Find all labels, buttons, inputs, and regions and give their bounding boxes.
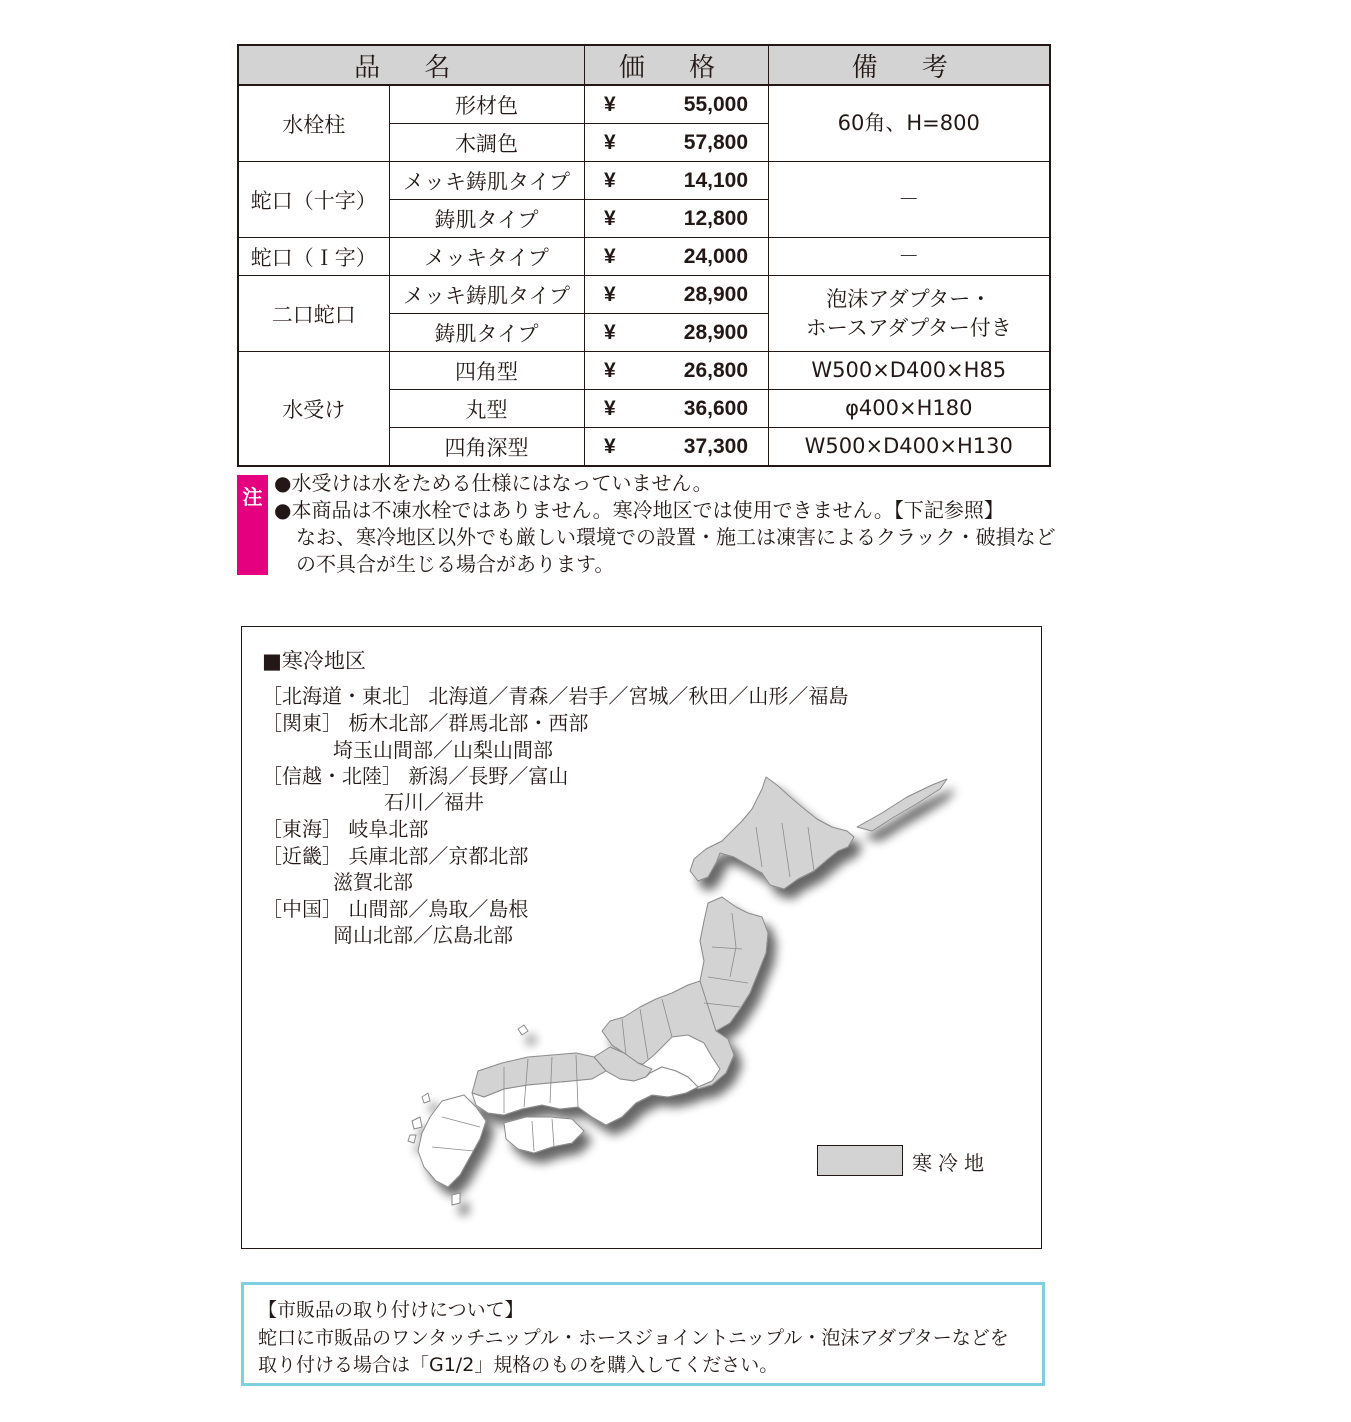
price-cell	[584, 85, 768, 124]
variant-cell: 丸型	[389, 390, 584, 428]
category-cell: 水受け	[238, 352, 389, 467]
price-cell	[584, 162, 768, 200]
variant-cell: メッキタイプ	[389, 238, 584, 276]
hokkaido-region	[690, 777, 854, 889]
price-value: 24,000	[683, 244, 749, 268]
info-line: 蛇口に市販品のワンタッチニップル・ホースジョイントニップル・泡沫アダプターなどを	[258, 1327, 1009, 1349]
price-table	[237, 44, 1051, 467]
price-value: 26,800	[683, 358, 749, 382]
notes	[274, 470, 1074, 578]
region-line: 埼玉山間部／山梨山間部	[333, 738, 553, 762]
region-line: 石川／福井	[384, 790, 484, 814]
table-header-row	[238, 45, 1050, 85]
note-line: の不具合が生じる場合があります。	[296, 552, 615, 576]
cold-region-box	[241, 626, 1042, 1249]
variant-cell: 四角型	[389, 352, 584, 390]
remark-cell: W500×D400×H130	[768, 428, 1050, 467]
variant-cell: 形材色	[389, 85, 584, 124]
category-cell: 蛇口（十字）	[238, 162, 389, 238]
remark-line: ホースアダプター付き	[805, 315, 1012, 340]
region-line: ［信越・北陸］ 新潟／長野／富山	[262, 764, 569, 788]
price-cell	[584, 200, 768, 238]
remark-cell: －	[768, 162, 1050, 238]
header-remarks: 備 考	[768, 45, 1050, 85]
price-cell	[584, 352, 768, 390]
yen-symbol: ¥	[604, 320, 616, 344]
notes-marker: 注	[237, 475, 268, 575]
variant-cell: メッキ鋳肌タイプ	[389, 162, 584, 200]
yen-symbol: ¥	[604, 434, 616, 458]
variant-cell: 木調色	[389, 124, 584, 162]
region-line: ［近畿］ 兵庫北部／京都北部	[262, 844, 529, 868]
variant-cell: メッキ鋳肌タイプ	[389, 276, 584, 314]
region-line: ［東海］ 岐阜北部	[262, 817, 429, 841]
shikoku-region	[504, 1117, 584, 1153]
info-box	[241, 1282, 1045, 1386]
table-row	[238, 162, 1050, 200]
price-cell	[584, 276, 768, 314]
remark-cell: －	[768, 238, 1050, 276]
legend-label: 寒冷地	[912, 1151, 990, 1175]
price-cell	[584, 124, 768, 162]
legend-swatch	[817, 1145, 903, 1176]
price-value: 37,300	[683, 434, 749, 458]
header-product-name: 品 名	[238, 45, 584, 85]
price-cell	[584, 428, 768, 467]
price-value: 28,900	[683, 282, 749, 306]
cold-region-title: ■寒冷地区	[262, 649, 366, 673]
info-line: 取り付ける場合は「G1/2」規格のものを購入してください。	[258, 1354, 779, 1376]
region-line: ［北海道・東北］ 北海道／青森／岩手／宮城／秋田／山形／福島	[262, 684, 849, 708]
table-row	[238, 352, 1050, 390]
region-line: 岡山北部／広島北部	[333, 923, 513, 947]
price-cell	[584, 314, 768, 352]
table-row	[238, 85, 1050, 124]
remark-line: 泡沫アダプター・	[826, 286, 992, 311]
variant-cell: 鋳肌タイプ	[389, 314, 584, 352]
price-value: 28,900	[683, 320, 749, 344]
table-row	[238, 238, 1050, 276]
price-value: 55,000	[683, 92, 749, 116]
remark-cell: 60角、H=800	[768, 85, 1050, 162]
table-row	[238, 276, 1050, 314]
note-line: ●本商品は不凍水栓ではありません。寒冷地区では使用できません。【下記参照】	[274, 498, 1004, 522]
yen-symbol: ¥	[604, 396, 616, 420]
variant-cell: 鋳肌タイプ	[389, 200, 584, 238]
kyushu-region	[418, 1095, 486, 1187]
note-line: なお、寒冷地区以外でも厳しい環境での設置・施工は凍害によるクラック・破損など	[296, 525, 1056, 549]
price-cell	[584, 238, 768, 276]
note-line: ●水受けは水をためる仕様にはなっていません。	[274, 471, 713, 495]
variant-cell: 四角深型	[389, 428, 584, 467]
price-value: 57,800	[683, 130, 749, 154]
region-line: 滋賀北部	[333, 870, 413, 894]
remark-cell: φ400×H180	[768, 390, 1050, 428]
category-cell: 二口蛇口	[238, 276, 389, 352]
category-cell: 蛇口（Ｉ字）	[238, 238, 389, 276]
yen-symbol: ¥	[604, 92, 616, 116]
price-value: 12,800	[683, 206, 749, 230]
price-value: 36,600	[683, 396, 749, 420]
yen-symbol: ¥	[604, 282, 616, 306]
remark-cell: W500×D400×H85	[768, 352, 1050, 390]
tohoku-region	[700, 897, 768, 1031]
header-price: 価 格	[584, 45, 768, 85]
yen-symbol: ¥	[604, 358, 616, 382]
category-cell: 水栓柱	[238, 85, 389, 162]
yen-symbol: ¥	[604, 244, 616, 268]
remark-cell	[768, 276, 1050, 352]
yen-symbol: ¥	[604, 168, 616, 192]
info-title: 【市販品の取り付けについて】	[258, 1299, 524, 1321]
yen-symbol: ¥	[604, 130, 616, 154]
price-value: 14,100	[683, 168, 749, 192]
price-cell	[584, 390, 768, 428]
yen-symbol: ¥	[604, 206, 616, 230]
region-line: ［中国］ 山間部／鳥取／島根	[262, 897, 529, 921]
region-line: ［関東］ 栃木北部／群馬北部・西部	[262, 711, 589, 735]
